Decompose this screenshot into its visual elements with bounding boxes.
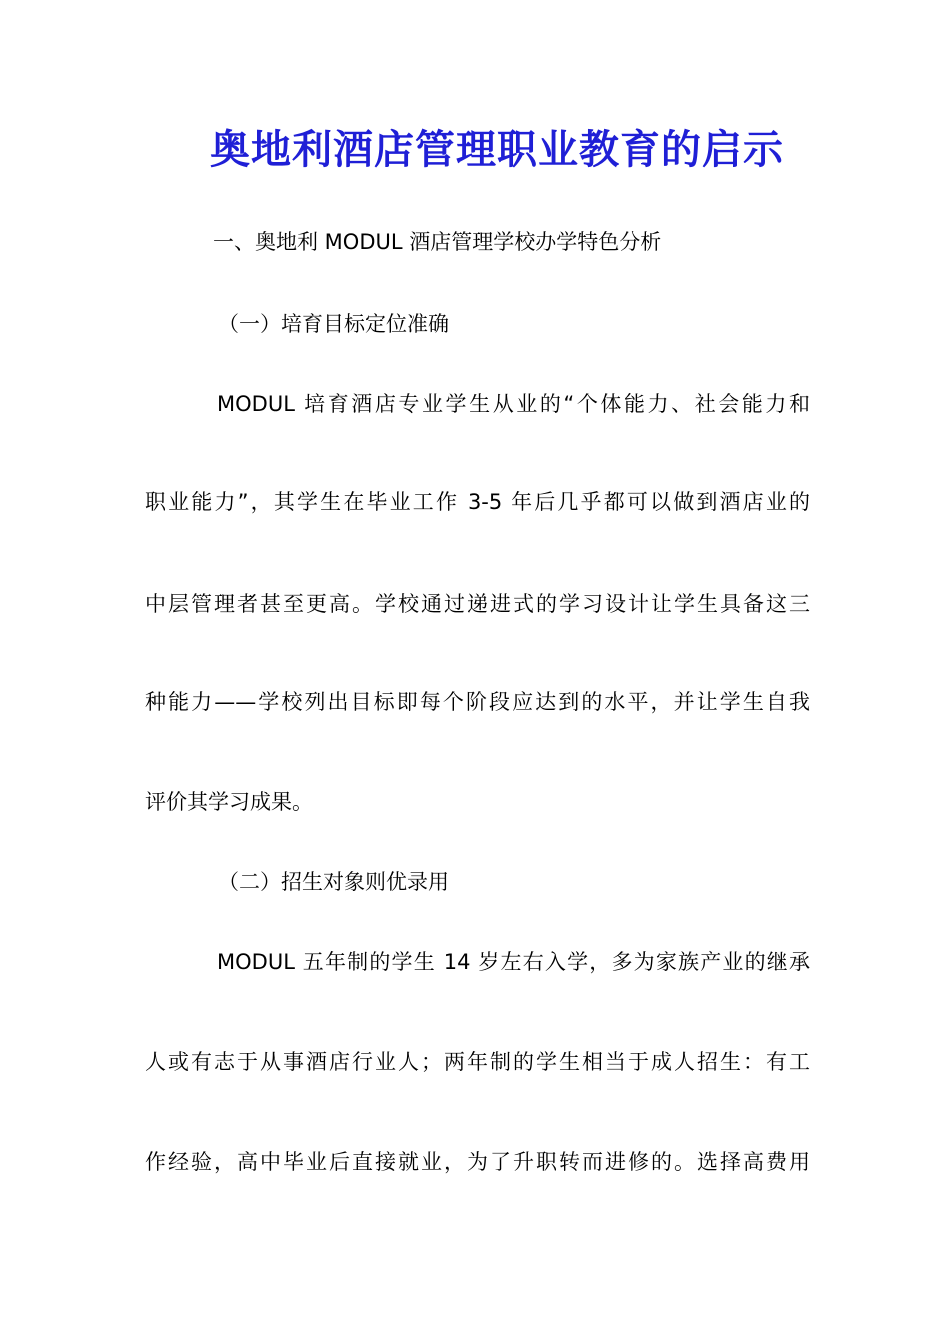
paragraph-line: MODUL 五年制的学生 14 岁左右入学，多为家族产业的继承 — [217, 950, 810, 974]
paragraph-line: MODUL 培育酒店专业学生从业的“个体能力、社会能力和 — [217, 392, 810, 416]
paragraph-line: 中层管理者甚至更高。学校通过递进式的学习设计让学生具备这三 — [145, 592, 810, 616]
paragraph-line: 职业能力”，其学生在毕业工作 3-5 年后几乎都可以做到酒店业的 — [145, 490, 810, 514]
document-title: 奥地利酒店管理职业教育的启示 — [210, 126, 784, 173]
subsection-heading: （二）招生对象则优录用 — [218, 870, 449, 894]
paragraph-line: 人或有志于从事酒店行业人；两年制的学生相当于成人招生：有工 — [145, 1050, 810, 1074]
paragraph-line: 评价其学习成果。 — [145, 790, 313, 814]
paragraph-line: 种能力——学校列出目标即每个阶段应达到的水平，并让学生自我 — [145, 690, 810, 714]
section-heading: 一、奥地利 MODUL 酒店管理学校办学特色分析 — [213, 230, 662, 254]
subsection-heading: （一）培育目标定位准确 — [218, 312, 449, 336]
paragraph-line: 作经验，高中毕业后直接就业，为了升职转而进修的。选择高费用 — [145, 1150, 810, 1174]
